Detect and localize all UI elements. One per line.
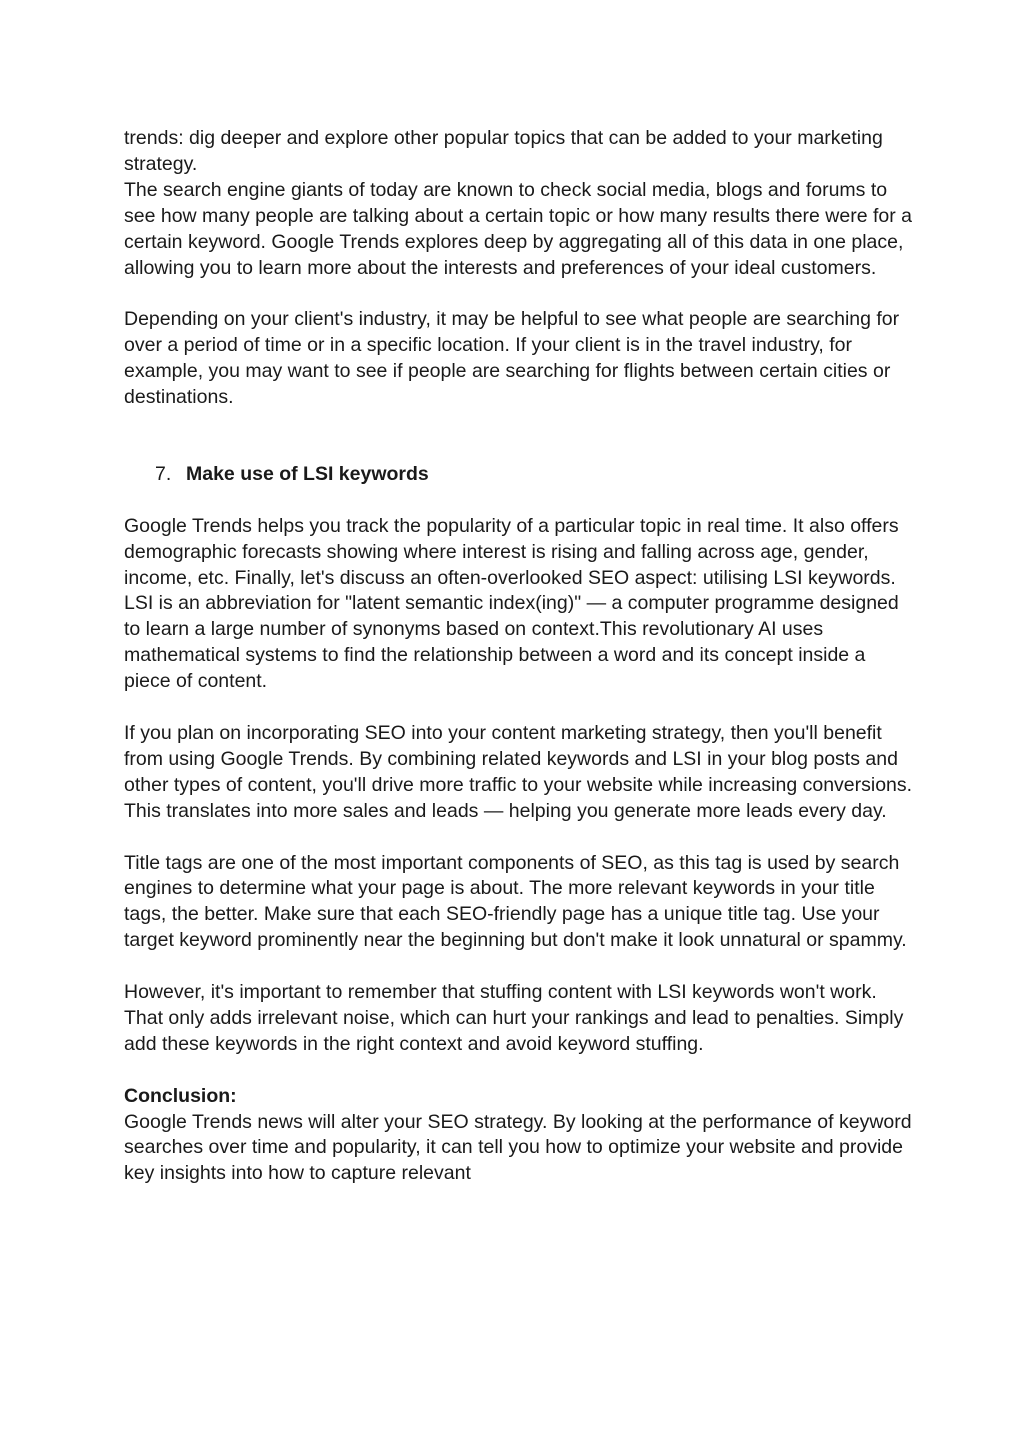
- spacer: [124, 281, 914, 307]
- spacer: [124, 954, 914, 980]
- document-page: [124, 126, 914, 1187]
- section-number: 7.: [155, 462, 172, 485]
- spacer: [124, 411, 914, 462]
- conclusion-heading: Conclusion:: [124, 1084, 237, 1107]
- spacer: [124, 695, 914, 721]
- spacer: [124, 1058, 914, 1084]
- spacer: [124, 488, 914, 514]
- spacer: [124, 825, 914, 851]
- paragraph-title-tags: Title tags are one of the most important components of SEO, as this tag is used by search engines to determine what your page is about. The more relevant keywords in your title tags, the better. Make sure that each SEO-friendly page has a unique title tag. Use your target keyword prominently near the beginning but don't make it look unnatural or spammy.: [124, 851, 907, 952]
- paragraph-industry: Depending on your client's industry, it may be helpful to see what people are searching for over a period of time or in a specific location. If your client is in the travel industry, for example, you may want to see if people are searching for flights between certain cities or destinations.: [124, 308, 900, 409]
- paragraph-plan-seo: If you plan on incorporating SEO into your content marketing strategy, then you'll benefit from using Google Trends. By combining related keywords and LSI in your blog posts and other types of content, you'll drive more traffic to your website while increasing conversions. This translates into more sales and leads — helping you generate more leads every day.: [124, 721, 913, 822]
- paragraph-search-giants: The search engine giants of today are known to check social media, blogs and forums to see how many people are talking about a certain topic or how many results there were for a certain keyword. Google Trends explores deep by aggregating all of this data in one place, allowing you to learn more about the interests and preferences of your ideal customers.: [124, 178, 913, 279]
- section-title: Make use of LSI keywords: [186, 462, 429, 485]
- paragraph-trends-intro: trends: dig deeper and explore other popular topics that can be added to your marketing strategy.: [124, 127, 883, 175]
- paragraph-conclusion: Google Trends news will alter your SEO strategy. By looking at the performance of keyword searches over time and popularity, it can tell you how to optimize your website and provide key insights into how to capture relevant: [124, 1110, 912, 1185]
- paragraph-stuffing: However, it's important to remember that stuffing content with LSI keywords won't work. That only adds irrelevant noise, which can hurt your rankings and lead to penalties. Simply add these keywords in the right context and avoid keyword stuffing.: [124, 981, 904, 1055]
- paragraph-lsi-intro: Google Trends helps you track the popularity of a particular topic in real time. It also offers demographic forecasts showing where interest is rising and falling across age, gender, income, etc. Finally, let's discuss an often-overlooked SEO aspect: utilising LSI keywords. LSI is an abbreviation for "latent semantic index(ing)" — a computer programme designed to learn a large number of synonyms based on context.This revolutionary AI uses mathematical systems to find the relationship between a word and its concept inside a piece of content.: [124, 514, 899, 693]
- section-heading-7: [124, 462, 914, 488]
